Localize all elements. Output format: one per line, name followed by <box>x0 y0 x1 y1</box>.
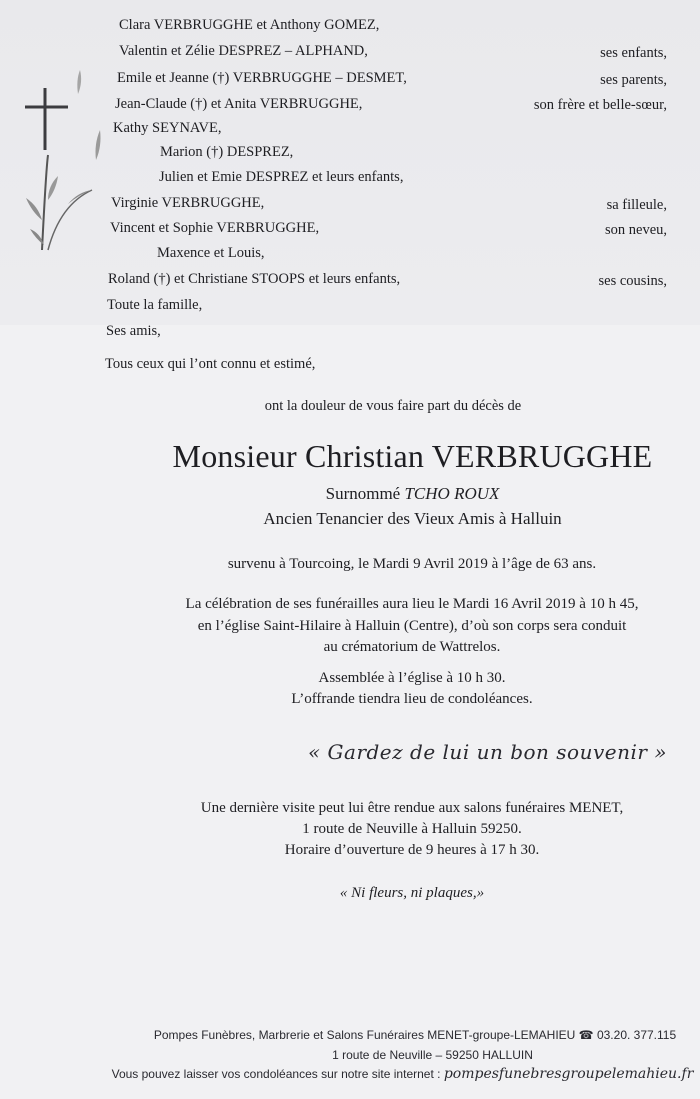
family-line: Emile et Jeanne (†) VERBRUGGHE – DESMET, <box>117 70 407 86</box>
nickname-prefix: Surnommé <box>325 484 401 503</box>
family-line: Roland (†) et Christiane STOOPS et leurs enfants, <box>108 271 401 287</box>
condolences-text: Vous pouvez laisser vos condoléances sur notre site internet : <box>111 1067 441 1081</box>
nickname-line <box>0 484 700 504</box>
visit-line: 1 route de Neuville à Halluin 59250. <box>302 821 522 837</box>
memorial-quote: « Gardez de lui un bon souvenir » <box>307 740 668 764</box>
assembly-line: Assemblée à l’église à 10 h 30. <box>318 670 506 686</box>
condolences-line <box>0 1066 700 1082</box>
website-link[interactable]: pompesfunebresgroupelemahieu.fr <box>443 1066 694 1082</box>
family-line: Ses amis, <box>106 323 161 339</box>
family-relation: ses cousins, <box>598 273 667 289</box>
family-line: Marion (†) DESPREZ, <box>160 144 294 160</box>
family-line: Vincent et Sophie VERBRUGGHE, <box>110 220 320 236</box>
visit-line: Une dernière visite peut lui être rendue aux salons funéraires MENET, <box>200 800 624 816</box>
family-line: Clara VERBRUGGHE et Anthony GOMEZ, <box>119 17 380 33</box>
family-line: Virginie VERBRUGGHE, <box>111 195 265 211</box>
family-relation: ses parents, <box>600 72 667 88</box>
deceased-title: Ancien Tenancier des Vieux Amis à Halluin <box>263 509 562 528</box>
death-details: survenu à Tourcoing, le Mardi 9 Avril 2019 à l’âge de 63 ans. <box>227 556 597 572</box>
family-line: Kathy SEYNAVE, <box>113 120 222 136</box>
funeral-home-line: Pompes Funèbres, Marbrerie et Salons Funéraires MENET-groupe-LEMAHIEU ☎ 03.20. 377.115 <box>153 1028 677 1042</box>
announcement-intro: ont la douleur de vous faire part du décès de <box>264 398 522 414</box>
family-line: Jean-Claude (†) et Anita VERBRUGGHE, <box>115 96 363 112</box>
ceremony-line: au crématorium de Wattrelos. <box>323 639 501 655</box>
cross-with-wheat-icon <box>20 60 110 270</box>
deceased-name: Monsieur Christian VERBRUGGHE <box>172 438 653 474</box>
family-relation: sa filleule, <box>606 197 667 213</box>
assembly-line: L’offrande tiendra lieu de condoléances. <box>291 691 533 707</box>
no-flowers-note: « Ni fleurs, ni plaques,» <box>339 885 485 901</box>
funeral-home-address: 1 route de Neuville – 59250 HALLUIN <box>332 1048 533 1062</box>
ceremony-line: La célébration de ses funérailles aura lieu le Mardi 16 Avril 2019 à 10 h 45, <box>185 596 639 612</box>
family-relation: son frère et belle-sœur, <box>533 97 667 113</box>
family-line: Maxence et Louis, <box>157 245 265 261</box>
family-line: Julien et Emie DESPREZ et leurs enfants, <box>159 169 404 185</box>
family-relation: son neveu, <box>604 222 667 238</box>
family-line: Valentin et Zélie DESPREZ – ALPHAND, <box>119 43 368 59</box>
nickname: TCHO ROUX <box>404 484 500 503</box>
family-line: Tous ceux qui l’ont connu et estimé, <box>105 356 316 372</box>
family-line: Toute la famille, <box>107 297 203 313</box>
visit-line: Horaire d’ouverture de 9 heures à 17 h 30. <box>284 842 540 858</box>
ceremony-line: en l’église Saint-Hilaire à Halluin (Centre), d’où son corps sera conduit <box>197 618 627 634</box>
family-relation: ses enfants, <box>600 45 667 61</box>
